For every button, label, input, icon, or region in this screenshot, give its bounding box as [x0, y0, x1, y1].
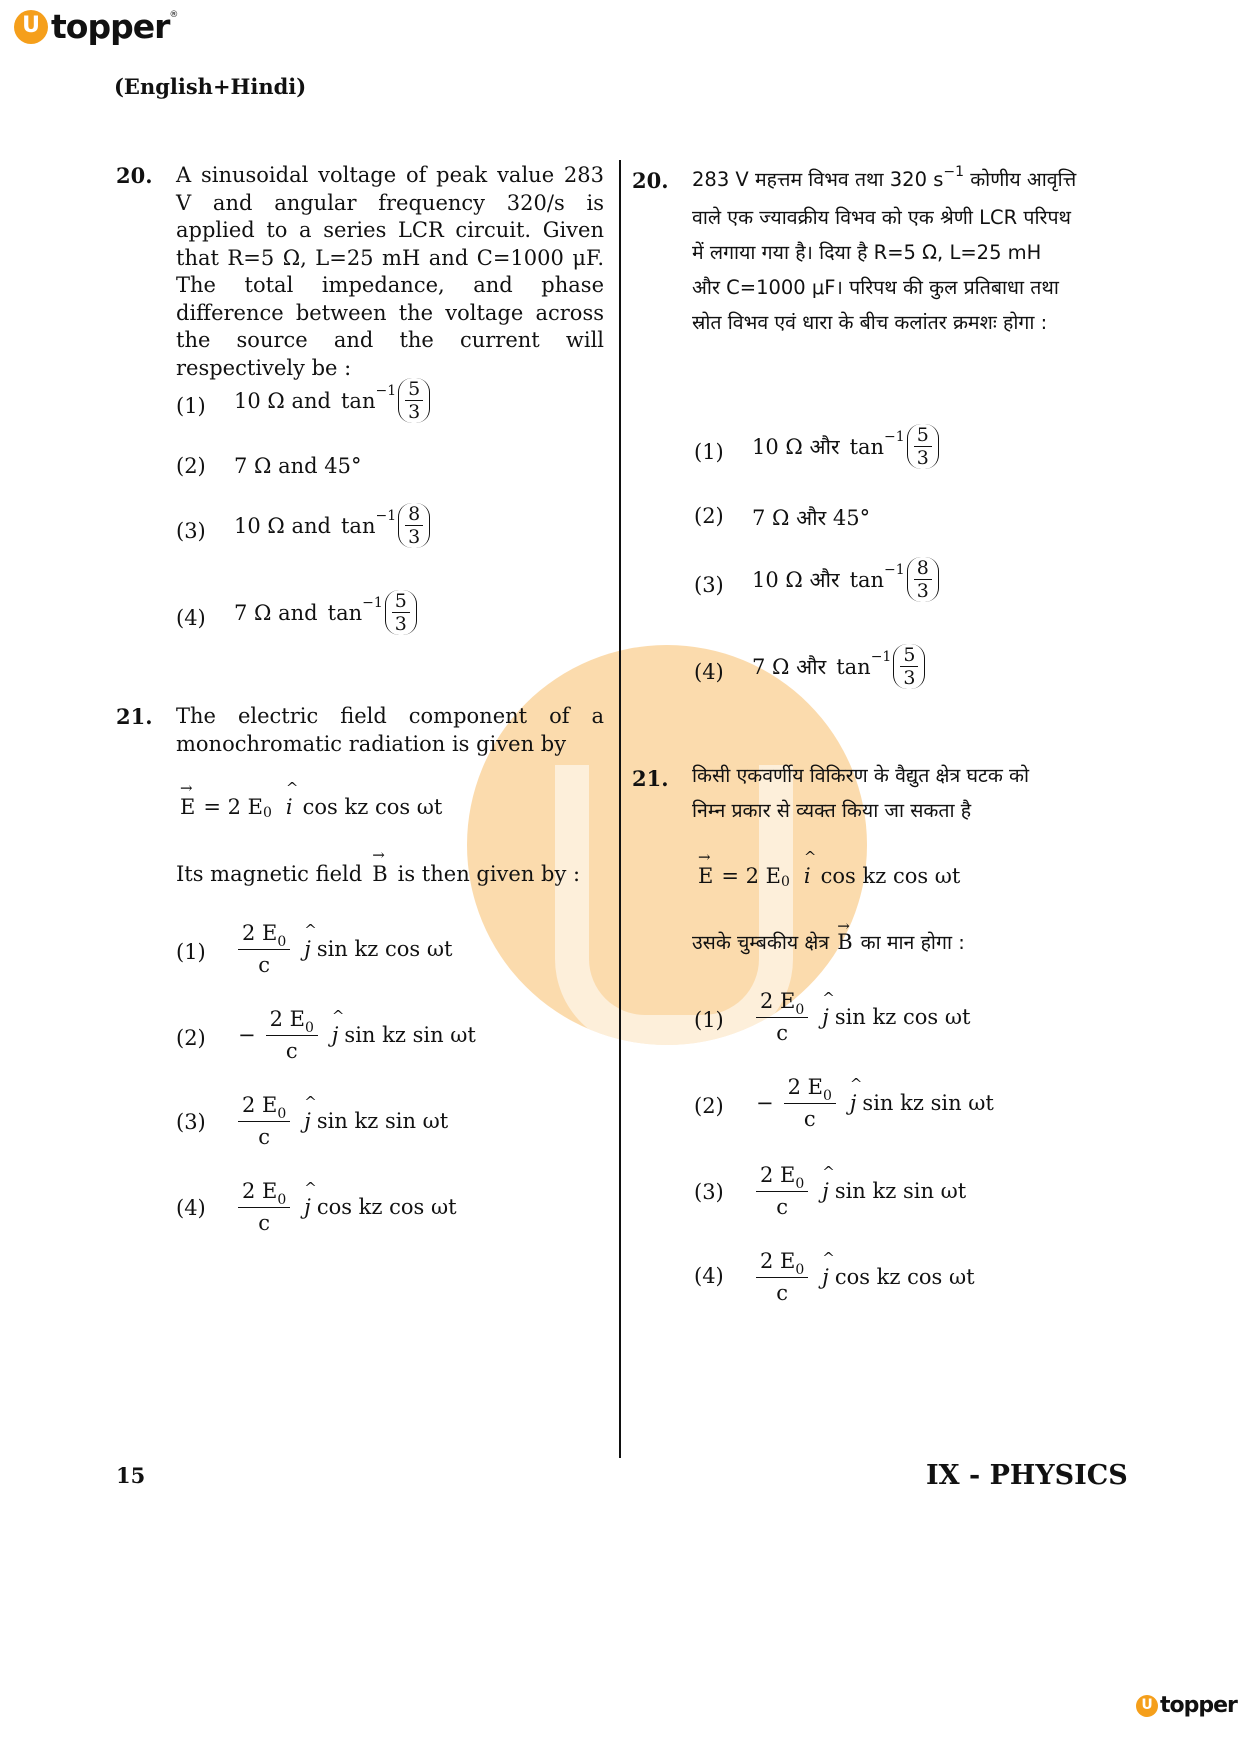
- unit-j: j: [822, 1179, 829, 1203]
- hi-q21-opt1-num: (1): [694, 1008, 724, 1032]
- hi-q20-opt2-num: (2): [694, 504, 724, 528]
- tan-label: tan: [836, 654, 871, 679]
- mag-line-pre: Its magnetic field: [176, 862, 363, 886]
- inverse-sup: −1: [375, 507, 397, 524]
- trig-expr: sin kz sin ωt: [834, 1179, 967, 1203]
- hat-mark: ^: [304, 1093, 317, 1111]
- mag-line-post: का मान होगा :: [860, 931, 965, 954]
- unit-j: j: [304, 937, 311, 961]
- subscript-zero: 0: [304, 1020, 314, 1036]
- sign: −: [238, 1023, 256, 1047]
- hi-q20-opt3: [752, 557, 939, 602]
- en-q21-opt4: [238, 1178, 457, 1236]
- c-denominator: c: [776, 1195, 789, 1219]
- subscript-zero: 0: [277, 934, 287, 950]
- unit-j: j: [331, 1023, 339, 1047]
- frac-num: 8: [405, 503, 423, 526]
- hat-mark: ^: [849, 1075, 863, 1093]
- opt-text: 7 Ω and: [234, 600, 318, 625]
- vector-arrow: →: [372, 846, 385, 864]
- two-e: 2 E: [760, 989, 796, 1013]
- B-symbol: B: [372, 862, 388, 886]
- opt-text: 7 Ω और: [752, 654, 827, 679]
- en-q21-opt1: [238, 920, 452, 978]
- fraction-paren: [398, 378, 430, 423]
- hat-mark: ^: [822, 1249, 835, 1267]
- hi-q21-opt3: [756, 1162, 966, 1220]
- en-q21-opt2-num: (2): [176, 1026, 206, 1050]
- en-q21-opt3-num: (3): [176, 1110, 206, 1134]
- hi-q20-line1: [692, 162, 1122, 200]
- hat-mark: ^: [822, 1163, 835, 1181]
- fraction-paren: [398, 503, 430, 548]
- subscript-zero: 0: [795, 1002, 805, 1018]
- c-denominator: c: [258, 1211, 271, 1235]
- inverse-sup: −1: [375, 382, 397, 399]
- unit-j: j: [822, 1005, 829, 1029]
- vector-arrow: →: [698, 848, 711, 866]
- unit-j: j: [849, 1091, 857, 1115]
- trig-expr: sin kz cos ωt: [834, 1005, 971, 1029]
- frac-num: 5: [405, 378, 423, 401]
- subscript-zero: 0: [277, 1192, 287, 1208]
- hi-q21-opt4-num: (4): [694, 1264, 724, 1288]
- trig-expr: sin kz sin ωt: [316, 1109, 449, 1133]
- c-denominator: c: [776, 1021, 789, 1045]
- hi-q20-line2: वाले एक ज्यावक्रीय विभव को एक श्रेणी LCR परिपथ: [692, 206, 1072, 229]
- B-symbol: B: [837, 930, 853, 954]
- hi-q21-number: 21.: [632, 766, 669, 791]
- two-e: 2 E: [242, 1093, 278, 1117]
- opt-text: 10 Ω and: [234, 388, 331, 413]
- hi-q21-opt4: [756, 1248, 975, 1306]
- trig-expr: sin kz sin ωt: [862, 1091, 994, 1115]
- footer-logo-text: topper: [1160, 1693, 1237, 1718]
- en-q20-opt4: [234, 590, 417, 635]
- vector-arrow: →: [837, 917, 850, 935]
- opt-text: 10 Ω और: [752, 567, 840, 592]
- two-e: 2 E: [760, 1163, 796, 1187]
- c-denominator: c: [285, 1039, 298, 1063]
- c-denominator: c: [803, 1107, 816, 1131]
- eq-rest: cos kz cos ωt: [820, 864, 961, 888]
- frac-den: 3: [408, 401, 421, 423]
- hi-q20-line4: और C=1000 μF। परिपथ की कुल प्रतिबाधा तथा: [692, 276, 1059, 299]
- en-q21-number: 21.: [116, 704, 153, 729]
- hi-q21-opt2: [756, 1074, 994, 1132]
- en-q20-opt1-num: (1): [176, 394, 206, 418]
- eq-rest: cos kz cos ωt: [302, 795, 443, 819]
- footer-topper-logo: [1136, 1695, 1237, 1717]
- eq-lhs: = 2 E: [721, 864, 781, 888]
- frac-den: 3: [408, 526, 421, 548]
- subscript-zero: 0: [780, 874, 790, 890]
- subscript-zero: 0: [262, 805, 272, 821]
- page-number: 15: [116, 1463, 146, 1488]
- line1-text: 283 V महत्तम विभव तथा 320 s: [692, 168, 944, 191]
- hi-q20-opt1-num: (1): [694, 440, 724, 464]
- en-q21-opt4-num: (4): [176, 1196, 206, 1220]
- registered-mark: ®: [169, 10, 179, 20]
- subject-title: IX - PHYSICS: [926, 1460, 1128, 1491]
- unit-i: i: [285, 795, 293, 819]
- hi-q20-opt3-num: (3): [694, 573, 724, 597]
- unit-i: i: [803, 864, 811, 888]
- hi-q21-equation: [698, 848, 961, 890]
- unit-j: j: [304, 1109, 311, 1133]
- inverse-sup: −1: [362, 594, 383, 611]
- en-q21-opt3: [238, 1092, 448, 1150]
- hi-q20-line3: में लगाया गया है। दिया है R=5 Ω, L=25 mH: [692, 241, 1042, 264]
- fraction-paren: [907, 557, 939, 602]
- hi-q20-opt2: 7 Ω और 45°: [752, 506, 871, 530]
- two-e: 2 E: [242, 921, 278, 945]
- trig-expr: cos kz cos ωt: [834, 1265, 975, 1289]
- language-subtitle: (English+Hindi): [114, 74, 307, 99]
- hi-q21-line2: निम्न प्रकार से व्यक्त किया जा सकता है: [692, 799, 972, 822]
- hi-q20-number: 20.: [632, 168, 669, 193]
- vector-arrow: →: [180, 779, 193, 797]
- c-denominator: c: [258, 1125, 271, 1149]
- frac-num: 8: [914, 557, 932, 580]
- frac-den: 3: [916, 580, 929, 602]
- hi-q21-magnetic-line: [692, 917, 965, 960]
- c-denominator: c: [258, 953, 271, 977]
- tan-label: tan: [340, 513, 376, 538]
- en-q20-text: A sinusoidal voltage of peak value 283 V and angular frequency 320/s is applied to a series LCR circuit. Given that R=5 Ω, L=25 mH and C=1000 μF. The total impedance, and phase difference between the voltage across the source and the current will respectively be :: [176, 163, 604, 380]
- en-q21-text: The electric field component of a monochromatic radiation is given by: [176, 704, 604, 756]
- en-q20-opt3-num: (3): [176, 519, 206, 543]
- two-e: 2 E: [242, 1179, 278, 1203]
- eq-lhs: = 2 E: [203, 795, 263, 819]
- c-denominator: c: [776, 1281, 789, 1305]
- footer-logo-badge-icon: U: [1136, 1695, 1158, 1717]
- frac-den: 3: [903, 667, 916, 689]
- logo-text: topper: [51, 7, 170, 46]
- inverse-sup: −1: [884, 561, 905, 578]
- fraction-paren: [385, 590, 417, 635]
- hi-q21-opt1: [756, 988, 970, 1046]
- subscript-zero: 0: [795, 1176, 805, 1192]
- subscript-zero: 0: [822, 1088, 832, 1104]
- inverse-sup: −1: [884, 428, 905, 445]
- trig-expr: sin kz sin ωt: [344, 1023, 476, 1047]
- hat-mark: ^: [285, 779, 299, 797]
- inverse-sup: −1: [870, 648, 892, 665]
- opt-text: 10 Ω and: [234, 513, 331, 538]
- tan-label: tan: [849, 567, 885, 592]
- frac-den: 3: [394, 613, 407, 635]
- unit-j: j: [822, 1265, 829, 1289]
- hi-q20-line5: स्रोत विभव एवं धारा के बीच कलांतर क्रमशः होगा :: [692, 311, 1048, 334]
- subscript-zero: 0: [277, 1106, 287, 1122]
- hat-mark: ^: [304, 921, 317, 939]
- line1-post: कोणीय आवृत्ति: [964, 168, 1077, 191]
- tan-label: tan: [327, 600, 363, 625]
- hi-q21-opt3-num: (3): [694, 1180, 724, 1204]
- en-q20-opt2-num: (2): [176, 454, 206, 478]
- en-q20-opt2: 7 Ω and 45°: [234, 454, 362, 478]
- column-divider: [619, 160, 621, 1458]
- hi-q21-line1: किसी एकवर्णीय विकिरण के वैद्युत क्षेत्र घटक को: [692, 764, 1030, 787]
- tan-label: tan: [340, 388, 376, 413]
- hi-q20-opt4: [752, 644, 925, 689]
- two-e: 2 E: [269, 1007, 305, 1031]
- frac-den: 3: [916, 447, 929, 469]
- trig-expr: sin kz cos ωt: [316, 937, 453, 961]
- trig-expr: cos kz cos ωt: [316, 1195, 457, 1219]
- logo-badge-icon: U: [14, 10, 48, 44]
- en-q21-opt1-num: (1): [176, 940, 206, 964]
- two-e: 2 E: [760, 1249, 796, 1273]
- hat-mark: ^: [304, 1179, 317, 1197]
- subscript-zero: 0: [795, 1262, 805, 1278]
- en-q21-equation: [180, 779, 443, 821]
- en-q20-opt3: [234, 503, 430, 548]
- en-q21-magnetic-line: [176, 846, 581, 886]
- mag-line-pre: उसके चुम्बकीय क्षेत्र: [692, 931, 830, 954]
- frac-num: 5: [392, 590, 410, 613]
- hi-q20-opt4-num: (4): [694, 660, 724, 684]
- E-symbol: E: [698, 864, 714, 888]
- unit-j: j: [304, 1195, 311, 1219]
- line1-sup: −1: [943, 164, 964, 180]
- E-symbol: E: [180, 795, 196, 819]
- fraction-paren: [893, 644, 925, 689]
- hat-mark: ^: [803, 848, 817, 866]
- en-q20-opt1: [234, 378, 430, 423]
- frac-num: 5: [914, 424, 932, 447]
- hi-q20-text: [692, 162, 1122, 340]
- fraction-paren: [907, 424, 939, 469]
- frac-num: 5: [900, 644, 918, 667]
- hat-mark: ^: [822, 989, 835, 1007]
- topper-logo: [14, 7, 179, 46]
- mag-line-post: is then given by :: [397, 862, 581, 886]
- sign: −: [756, 1091, 774, 1115]
- hi-q20-opt1: [752, 424, 939, 469]
- tan-label: tan: [849, 434, 885, 459]
- hi-q21-text: [692, 758, 1122, 828]
- opt-text: 10 Ω और: [752, 434, 840, 459]
- hat-mark: ^: [331, 1007, 345, 1025]
- en-q20-opt4-num: (4): [176, 606, 206, 630]
- en-q21-opt2: [238, 1006, 476, 1064]
- en-q20-number: 20.: [116, 163, 153, 188]
- hi-q21-opt2-num: (2): [694, 1094, 724, 1118]
- two-e: 2 E: [787, 1075, 823, 1099]
